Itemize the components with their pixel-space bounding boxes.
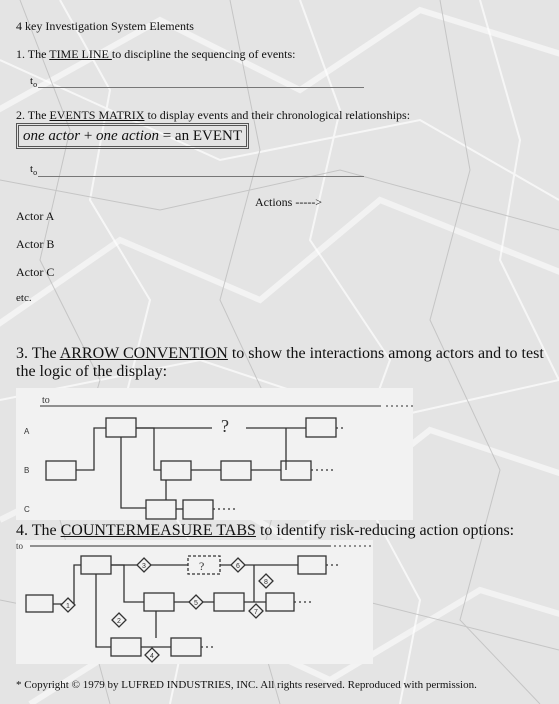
- formula-action: one action: [96, 128, 159, 144]
- section1-suffix: to discipline the sequencing of events:: [111, 47, 296, 61]
- countermeasure-tab-2: [112, 613, 126, 627]
- actor-b-label: Actor B: [16, 237, 55, 251]
- countermeasure-tab-3: [137, 558, 151, 572]
- diagram3-row-c: C: [24, 505, 30, 514]
- svg-text:4: 4: [150, 653, 154, 660]
- cm-box-8: [171, 638, 201, 656]
- svg-text:2: 2: [117, 618, 121, 625]
- actor-a-label: Actor A: [16, 209, 55, 223]
- events-matrix-link[interactable]: EVENTS MATRIX: [49, 108, 145, 122]
- formula-actor: one actor: [23, 128, 81, 144]
- box-b1: [46, 461, 76, 480]
- countermeasure-tab-1: [61, 598, 75, 612]
- box-b3: [221, 461, 251, 480]
- copyright-footer: * Copyright © 1979 by LUFRED INDUSTRIES, INC. All rights reserved. Reproduced with permission.: [16, 679, 477, 691]
- arrow-convention-diagram: [16, 388, 413, 520]
- box-a1: [106, 418, 136, 437]
- section3-prefix: 3. The: [16, 345, 60, 362]
- countermeasure-tabs-link[interactable]: COUNTERMEASURE TABS: [60, 522, 256, 539]
- section1-prefix: 1. The: [16, 47, 50, 61]
- section1-title: [16, 47, 296, 62]
- countermeasure-tab-4: [145, 648, 159, 662]
- timeline-rule: [38, 87, 364, 88]
- diagram3-question-mark: ?: [221, 416, 229, 436]
- page-heading: 4 key Investigation System Elements: [16, 19, 194, 33]
- svg-text:7: 7: [254, 609, 258, 616]
- box-c1: [146, 500, 176, 519]
- formula-event: an EVENT: [174, 128, 242, 144]
- section2-title: [16, 108, 410, 123]
- actor-c-label: Actor C: [16, 265, 55, 279]
- event-formula-box: one actor + one action = an EVENT: [16, 123, 249, 149]
- diagram3-t0-label: to: [42, 395, 50, 406]
- countermeasure-tab-6: [231, 558, 245, 572]
- section3-suffix: to show the interactions among actors and to test the logic of the display:: [16, 345, 544, 380]
- box-b2: [161, 461, 191, 480]
- section4-title: [16, 522, 551, 540]
- section3-title: [16, 345, 551, 381]
- countermeasure-tab-5: [189, 595, 203, 609]
- cm-box-7: [111, 638, 141, 656]
- section2-suffix: to display events and their chronological relationships:: [144, 108, 411, 122]
- countermeasure-diagram: [16, 540, 373, 664]
- timeline-t0-label: $t_o$: [30, 75, 38, 90]
- cm-box-5: [214, 593, 244, 611]
- cm-box-3: [298, 556, 326, 574]
- actions-label: Actions ----->: [255, 195, 323, 209]
- diagram3-row-a: A: [24, 427, 30, 436]
- svg-text:3: 3: [142, 563, 146, 570]
- svg-text:5: 5: [194, 600, 198, 607]
- section2-prefix: 2. The: [16, 108, 50, 122]
- box-c2: [183, 500, 213, 519]
- arrow-convention-link[interactable]: ARROW CONVENTION: [59, 345, 228, 362]
- svg-text:1: 1: [66, 603, 70, 610]
- cm-box-6: [266, 593, 294, 611]
- countermeasure-tab-7: [249, 604, 263, 618]
- svg-text:8: 8: [264, 579, 268, 586]
- svg-text:6: 6: [236, 563, 240, 570]
- actor-etc-label: etc.: [16, 292, 32, 304]
- matrix-t0-label: $t_o$: [30, 163, 38, 178]
- diagram4-t0-label: to: [16, 541, 24, 551]
- countermeasure-tab-8: [259, 574, 273, 588]
- cm-box-1: [26, 595, 53, 612]
- time-line-link[interactable]: TIME LINE: [49, 47, 112, 61]
- diagram4-question-mark: ?: [199, 559, 205, 573]
- section4-suffix: to identify risk-reducing action options:: [255, 522, 515, 539]
- cm-box-4: [144, 593, 174, 611]
- matrix-timeline-rule: [38, 176, 364, 177]
- box-a2: [306, 418, 336, 437]
- diagram3-row-b: B: [24, 466, 30, 475]
- cm-box-2: [81, 556, 111, 574]
- section4-prefix: 4. The: [16, 522, 61, 539]
